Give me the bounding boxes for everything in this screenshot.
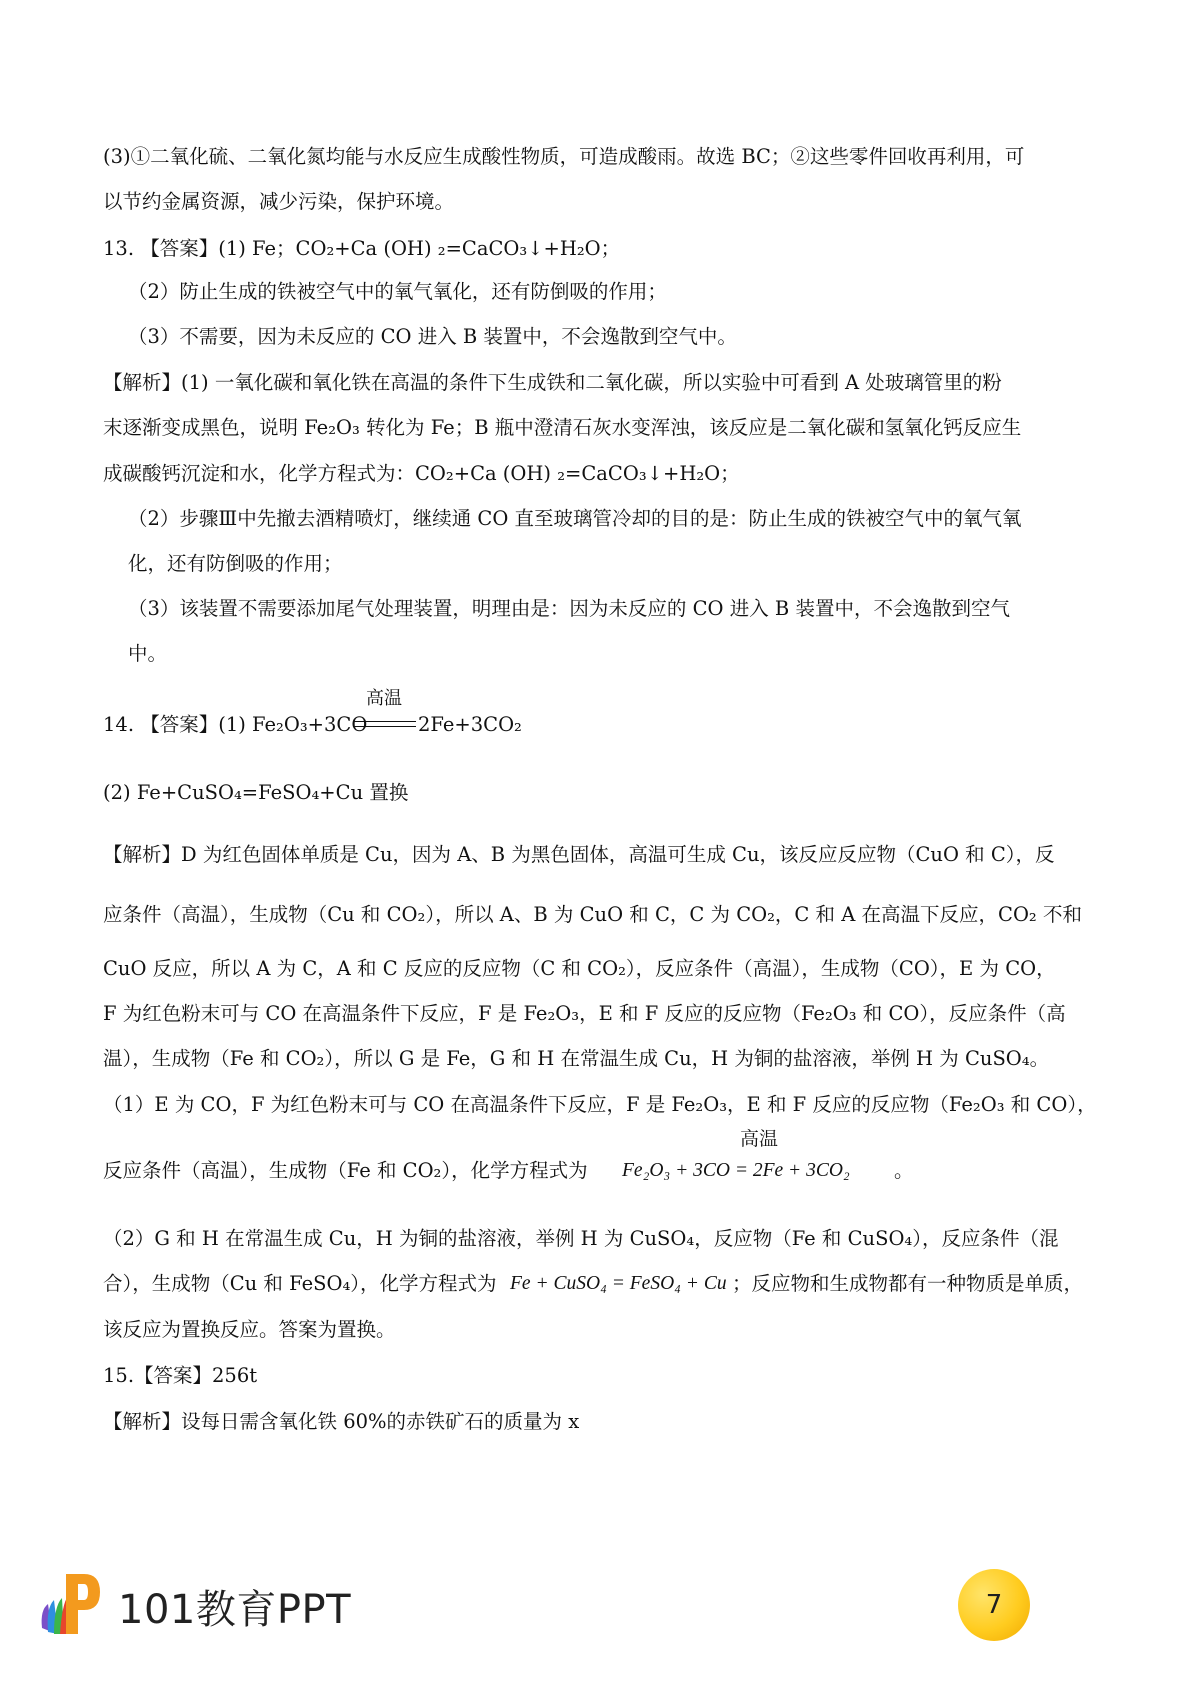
brand-logo-icon — [38, 1570, 102, 1640]
equals-bar — [354, 726, 416, 727]
text-line: 反应条件（高温），生成物（Fe 和 CO₂），化学方程式为 — [103, 1159, 588, 1182]
text-line: 成碳酸钙沉淀和水，化学方程式为：CO₂+Ca (OH) ₂=CaCO₃↓+H₂O； — [103, 462, 740, 485]
analysis-13: 【解析】(1) 一氧化碳和氧化铁在高温的条件下生成铁和二氧化碳，所以实验中可看到 A 处玻璃管里的粉 — [103, 371, 1002, 394]
answer-14-part2: (2) Fe+CuSO₄=FeSO₄+Cu 置换 — [103, 781, 409, 804]
text-line: 温），生成物（Fe 和 CO₂），所以 G 是 Fe，G 和 H 在常温生成 Cu，H 为铜的盐溶液，举例 H 为 CuSO₄。 — [103, 1047, 1050, 1070]
text-line: 中。 — [128, 642, 168, 665]
text-line: 。 — [894, 1159, 914, 1182]
text-line: ；反应物和生成物都有一种物质是单质， — [732, 1272, 1084, 1295]
text-line: （3）不需要，因为未反应的 CO 进入 B 装置中，不会逸散到空气中。 — [128, 325, 737, 348]
reaction-condition: 高温 — [366, 688, 402, 709]
text-line: （2）防止生成的铁被空气中的氧气氧化，还有防倒吸的作用； — [128, 280, 667, 303]
text-line: 该反应为置换反应。答案为置换。 — [103, 1318, 396, 1341]
answer-13: 13. 【答案】(1) Fe；CO₂+Ca (OH) ₂=CaCO₃↓+H₂O； — [103, 237, 621, 260]
equation-fe2o3-co: Fe₂O₃ + 3CO = 2Fe + 3CO₂ — [622, 1160, 850, 1181]
text-line: （2）步骤Ⅲ中先撤去酒精喷灯，继续通 CO 直至玻璃管冷却的目的是：防止生成的铁被空气中的氧气氧 — [128, 507, 1022, 530]
text-line: 以节约金属资源，减少污染，保护环境。 — [103, 190, 455, 213]
text-line: （1）E 为 CO，F 为红色粉末可与 CO 在高温条件下反应，F 是 Fe₂O₃，E 和 F 反应的反应物（Fe₂O₃ 和 CO）， — [103, 1093, 1097, 1116]
answer-14: 14. 【答案】(1) Fe₂O₃+3CO — [103, 713, 368, 736]
text-line: 合），生成物（Cu 和 FeSO₄），化学方程式为 — [103, 1272, 497, 1295]
equation-fe-cuso4: Fe + CuSO₄ = FeSO₄ + Cu — [510, 1273, 727, 1294]
equation-product: 2Fe+3CO₂ — [418, 713, 522, 736]
text-line: （3）该装置不需要添加尾气处理装置，明理由是：因为未反应的 CO 进入 B 装置中，不会逸散到空气 — [128, 597, 1010, 620]
analysis-14: 【解析】D 为红色固体单质是 Cu，因为 A、B 为黑色固体，高温可生成 Cu，该反应反应物（CuO 和 C），反 — [103, 843, 1055, 866]
analysis-15: 【解析】设每日需含氧化铁 60%的赤铁矿石的质量为 x — [103, 1410, 580, 1433]
text-line: 末逐渐变成黑色，说明 Fe₂O₃ 转化为 Fe；B 瓶中澄清石灰水变浑浊，该反应是二氧化碳和氢氧化钙反应生 — [103, 416, 1022, 439]
text-line: CuO 反应，所以 A 为 C，A 和 C 反应的反应物（C 和 CO₂），反应条件（高温），生成物（CO），E 为 CO， — [103, 957, 1056, 980]
page-number: 7 — [985, 1590, 1003, 1620]
page-number-badge — [958, 1569, 1030, 1641]
text-line: (3)①二氧化硫、二氧化氮均能与水反应生成酸性物质，可造成酸雨。故选 BC；②这些零件回收再利用，可 — [103, 145, 1025, 168]
brand-name: 101教育PPT — [118, 1587, 352, 1633]
equals-bar — [354, 721, 416, 722]
text-line: 化，还有防倒吸的作用； — [128, 552, 343, 575]
text-line: 应条件（高温），生成物（Cu 和 CO₂），所以 A、B 为 CuO 和 C，C 为 CO₂，C 和 A 在高温下反应，CO₂ 不和 — [103, 903, 1082, 926]
text-line: （2）G 和 H 在常温生成 Cu，H 为铜的盐溶液，举例 H 为 CuSO₄，反应物（Fe 和 CuSO₄），反应条件（混 — [103, 1227, 1059, 1250]
answer-15: 15.【答案】256t — [103, 1364, 258, 1387]
text-line: F 为红色粉末可与 CO 在高温条件下反应，F 是 Fe₂O₃，E 和 F 反应的反应物（Fe₂O₃ 和 CO），反应条件（高 — [103, 1002, 1066, 1025]
reaction-condition: 高温 — [740, 1128, 779, 1150]
